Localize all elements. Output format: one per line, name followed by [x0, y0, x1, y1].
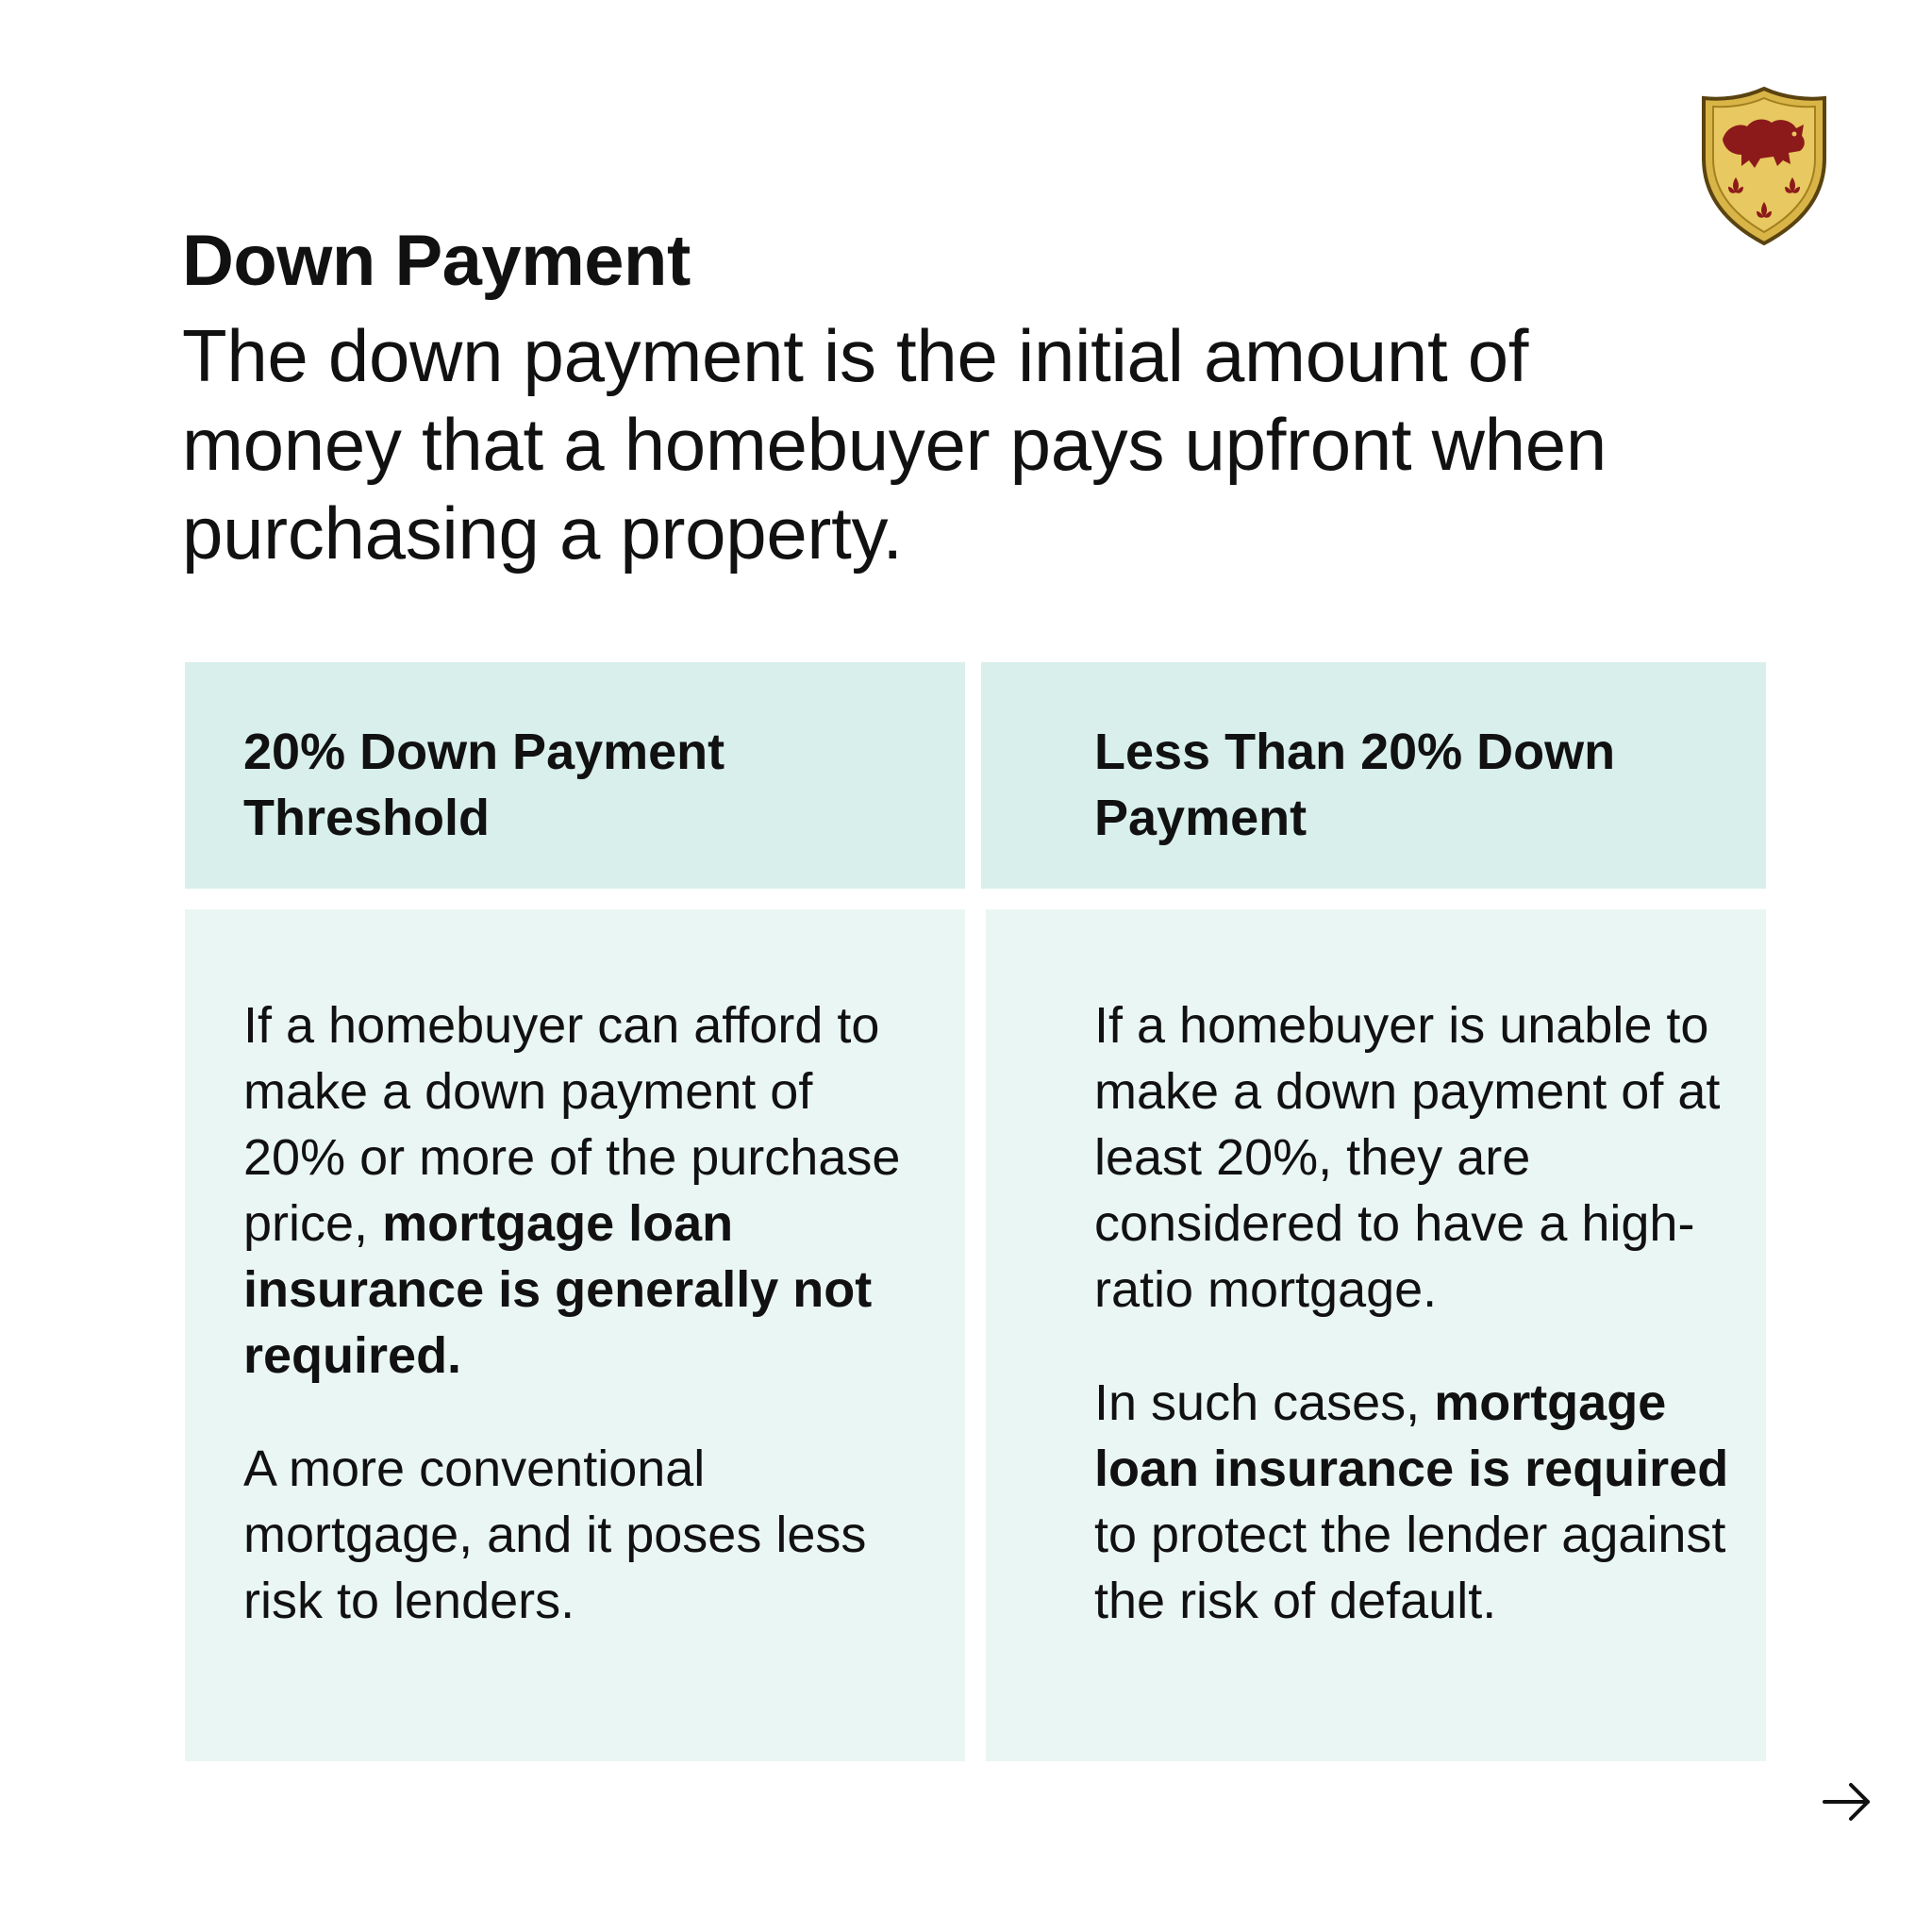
paragraph — [1094, 992, 1736, 1323]
paragraph — [1094, 1370, 1736, 1634]
column-header-less-than-20-percent — [981, 662, 1766, 889]
column-heading: 20% Down Payment Threshold — [243, 724, 725, 846]
column-heading: Less Than 20% Down Payment — [1094, 724, 1616, 846]
paragraph-text: A more conventional mortgage, and it poses less risk to lenders. — [243, 1441, 867, 1629]
paragraph-text: to protect the lender against the risk of default. — [1094, 1507, 1726, 1629]
paragraph — [243, 1436, 904, 1634]
column-header-20-percent — [185, 662, 965, 889]
column-body-less-than-20-percent — [986, 909, 1766, 1761]
paragraph-emphasis: mortgage loan insurance is generally not required. — [243, 1195, 873, 1384]
page-title: Down Payment — [182, 221, 691, 301]
paragraph-emphasis: mortgage loan insurance is required — [1094, 1374, 1729, 1497]
arrow-right-icon[interactable] — [1819, 1774, 1875, 1830]
column-body-20-percent — [185, 909, 965, 1761]
crest-logo-icon — [1698, 85, 1830, 247]
paragraph-text: If a homebuyer is unable to make a down payment of at least 20%, they are considered to have a high-ratio mortgage. — [1094, 997, 1721, 1318]
paragraph — [243, 992, 904, 1389]
paragraph-text: If a homebuyer can afford to make a down payment of 20% or more of the purchase price, — [243, 997, 901, 1252]
paragraph-text: In such cases, — [1094, 1374, 1435, 1431]
page-subtitle: The down payment is the initial amount of money that a homebuyer pays upfront when purchasing a property. — [182, 314, 1607, 575]
